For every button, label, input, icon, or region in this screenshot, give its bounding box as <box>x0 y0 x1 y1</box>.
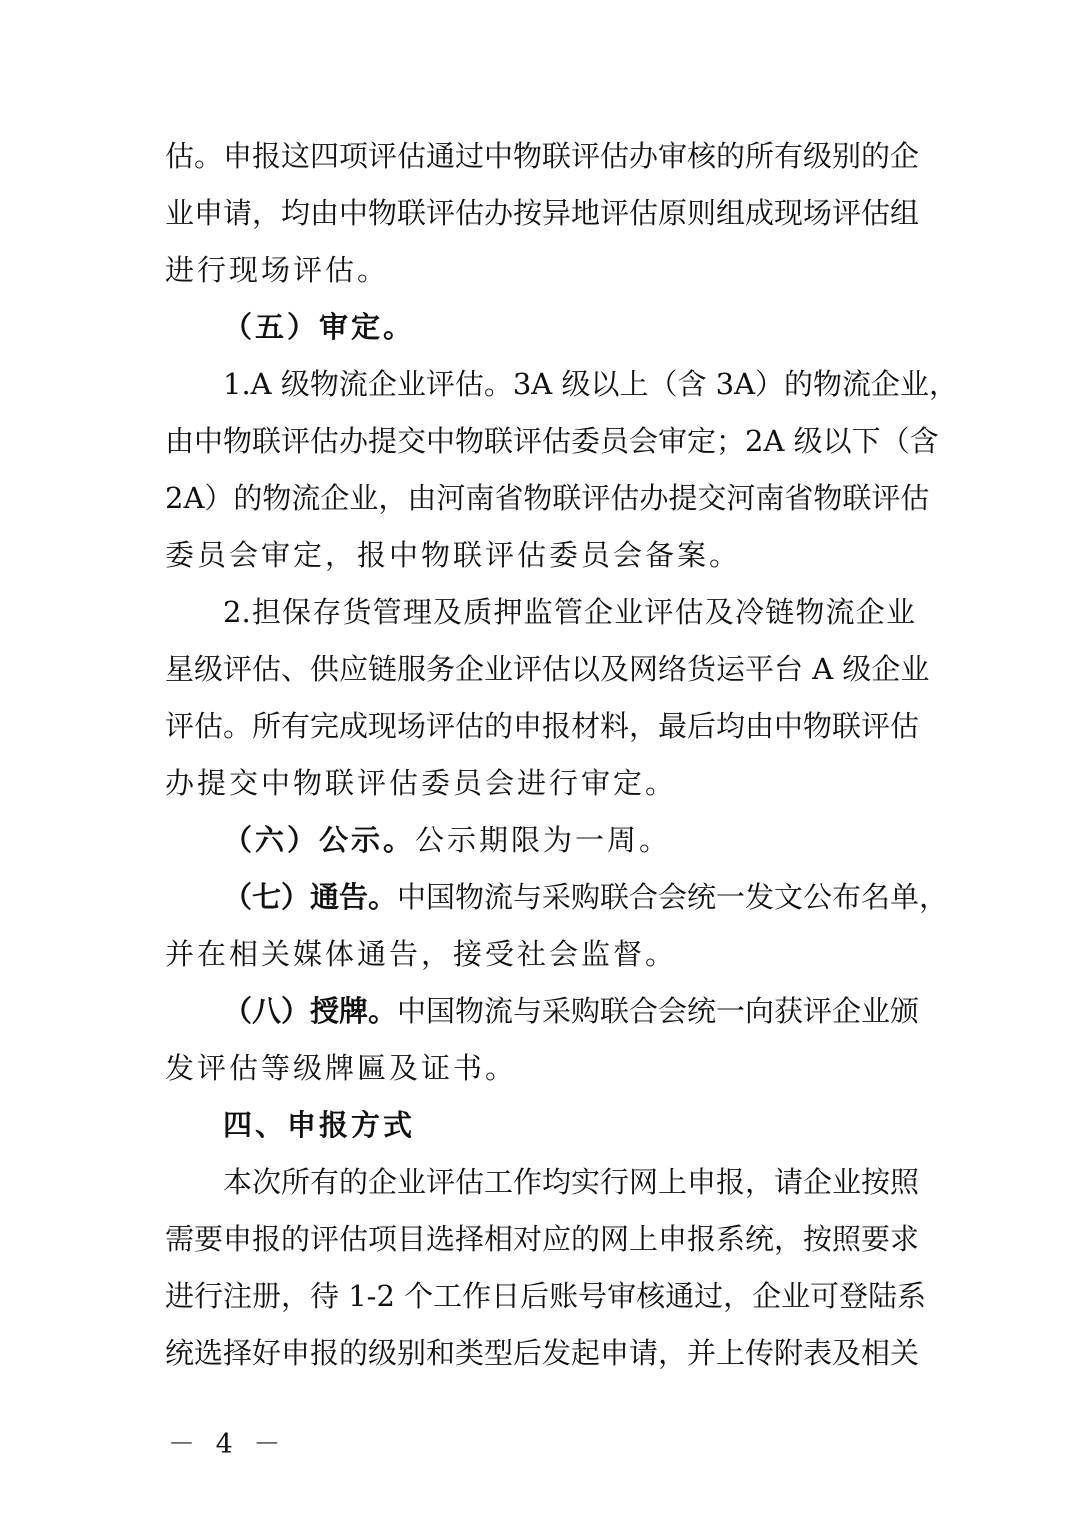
paragraph-text: 中国物流与采购联合会统一发文公布名单， <box>397 880 949 914</box>
text-line: 需要申报的评估项目选择相对应的网上申报系统，按照要求 <box>165 1222 920 1256</box>
text-line: 办提交中物联评估委员会进行审定。 <box>165 766 678 800</box>
text-line: 统选择好申报的级别和类型后发起申请，并上传附表及相关 <box>165 1336 920 1370</box>
text-line: 发评估等级牌匾及证书。 <box>165 1051 518 1085</box>
text-line: 评估。所有完成现场评估的申报材料，最后均由中物联评估 <box>165 709 920 743</box>
text-line: 并在相关媒体通告，接受社会监督。 <box>165 937 678 971</box>
section-heading-seven: （七）通告。 <box>223 880 398 914</box>
text-line: 由中物联评估办提交中物联评估委员会审定；2A 级以下（含 <box>165 424 939 458</box>
page-number: － 4 － <box>168 1429 287 1460</box>
section-heading-four: 四、申报方式 <box>223 1108 416 1142</box>
paragraph-eight <box>165 983 920 1040</box>
text-line: 进行现场评估。 <box>165 253 390 287</box>
text-line: 业申请，均由中物联评估办按异地评估原则组成现场评估组 <box>165 196 920 230</box>
text-line: 2A）的物流企业，由河南省物联评估办提交河南省物联评估 <box>165 481 930 515</box>
text-line: 星级评估、供应链服务企业评估以及网络货运平台 A 级企业 <box>165 652 930 686</box>
section-heading-six: （六）公示。 <box>223 823 416 857</box>
text-line: 估。申报这四项评估通过中物联评估办审核的所有级别的企 <box>165 139 920 173</box>
paragraph-six <box>165 812 915 869</box>
text-line: 本次所有的企业评估工作均实行网上申报，请企业按照 <box>223 1165 920 1199</box>
text-line: 委员会审定，报中物联评估委员会备案。 <box>165 538 742 572</box>
paragraph-text: 公示期限为一周。 <box>415 823 672 857</box>
text-line: 2.担保存货管理及质押监管企业评估及冷链物流企业 <box>223 595 915 629</box>
section-heading-five: （五）审定。 <box>223 310 416 344</box>
text-line: 1.A 级物流企业评估。3A 级以上（含 3A）的物流企业， <box>223 367 959 401</box>
text-line: 进行注册，待 1-2 个工作日后账号审核通过，企业可登陆系 <box>165 1279 927 1313</box>
section-heading-eight: （八）授牌。 <box>223 994 398 1028</box>
paragraph-text: 中国物流与采购联合会统一向获评企业颁 <box>397 994 920 1028</box>
document-body <box>165 128 959 1382</box>
paragraph-seven <box>165 869 949 926</box>
